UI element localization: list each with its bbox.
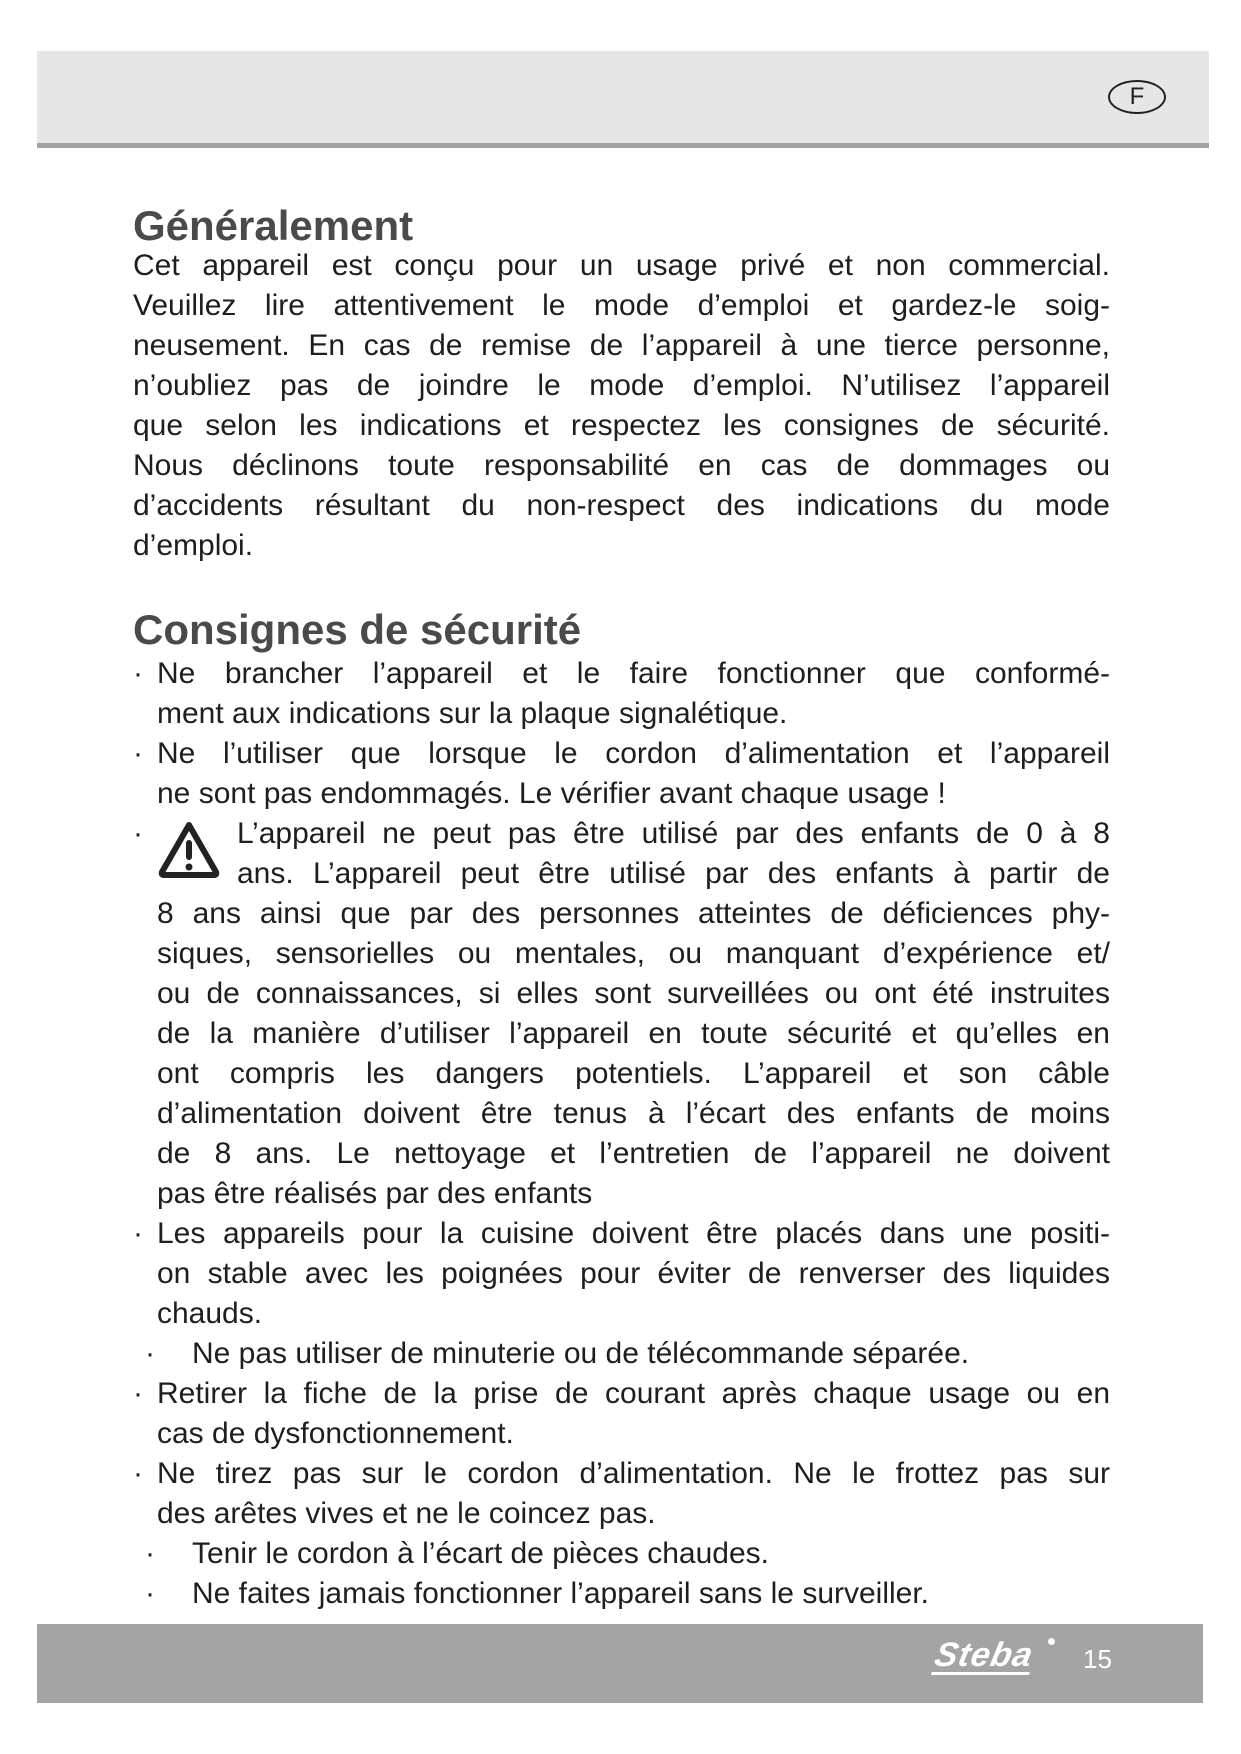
text-line: L’appareil ne peut pas être utilisé par des enfants de 0 à 8 bbox=[237, 817, 1110, 850]
list-item bbox=[133, 1334, 1110, 1374]
text-line: d’emploi. bbox=[133, 529, 254, 562]
list-item bbox=[133, 1214, 1110, 1334]
text-line: Les appareils pour la cuisine doivent être placés dans une positi- bbox=[157, 1217, 1110, 1250]
text-line: ont compris les dangers potentiels. L’appareil et son câble bbox=[157, 1057, 1110, 1090]
language-badge: F bbox=[1108, 80, 1166, 114]
list-item bbox=[133, 1534, 1110, 1574]
text-line: Ne brancher l’appareil et le faire fonctionner que conformé- bbox=[157, 657, 1110, 690]
text-line: de 8 ans. Le nettoyage et l’entretien de l’appareil ne doivent bbox=[157, 1137, 1110, 1170]
text-line: des arêtes vives et ne le coincez pas. bbox=[157, 1497, 656, 1530]
warning-icon bbox=[157, 820, 221, 880]
text-line: pas être réalisés par des enfants bbox=[157, 1177, 593, 1210]
section-title-general: Généralement bbox=[133, 202, 414, 249]
list-item bbox=[133, 1374, 1110, 1454]
list-item bbox=[133, 814, 1110, 1214]
logo-registered-dot bbox=[1048, 1638, 1055, 1645]
text-line: Ne faites jamais fonctionner l’appareil sans le surveiller. bbox=[192, 1577, 930, 1610]
steba-logo: Steba bbox=[931, 1636, 1037, 1674]
text-line: Ne tirez pas sur le cordon d’alimentation. Ne le frottez pas sur bbox=[157, 1457, 1110, 1490]
text-line: 8 ans ainsi que par des personnes atteintes de déficiences phy- bbox=[157, 897, 1110, 930]
text-line: on stable avec les poignées pour éviter de renverser des liquides bbox=[157, 1257, 1110, 1290]
bullet-dot: · bbox=[133, 737, 143, 770]
bullet-dot: · bbox=[133, 657, 143, 690]
text-line: d’alimentation doivent être tenus à l’écart des enfants de moins bbox=[157, 1097, 1110, 1130]
text-line: cas de dysfonctionnement. bbox=[157, 1417, 514, 1450]
text-line: ne sont pas endommagés. Le vérifier avant chaque usage ! bbox=[157, 777, 946, 810]
bullet-dot: · bbox=[133, 1217, 143, 1250]
bullet-dot: · bbox=[133, 1457, 143, 1490]
list-item bbox=[133, 1574, 1110, 1614]
bullet-dot: · bbox=[145, 1577, 155, 1610]
page-header bbox=[37, 51, 1209, 143]
text-line: Nous déclinons toute responsabilité en cas de dommages ou bbox=[133, 449, 1110, 482]
text-line: ment aux indications sur la plaque signalétique. bbox=[157, 697, 788, 730]
section-title-safety: Consignes de sécurité bbox=[133, 606, 582, 653]
page-content bbox=[133, 202, 1110, 1614]
text-line: Ne l’utiliser que lorsque le cordon d’alimentation et l’appareil bbox=[157, 737, 1110, 770]
list-item bbox=[133, 734, 1110, 814]
general-paragraph bbox=[133, 246, 1110, 566]
list-item bbox=[133, 654, 1110, 734]
text-line: n’oubliez pas de joindre le mode d’emploi. N’utilisez l’appareil bbox=[133, 369, 1110, 402]
text-line: ans. L’appareil peut être utilisé par des enfants à partir de bbox=[237, 857, 1110, 890]
text-line: Cet appareil est conçu pour un usage privé et non commercial. bbox=[133, 249, 1110, 282]
text-line: chauds. bbox=[157, 1297, 263, 1330]
safety-list bbox=[133, 654, 1110, 1614]
bullet-dot: · bbox=[133, 1377, 143, 1410]
bullet-dot: · bbox=[145, 1537, 155, 1570]
text-line: siques, sensorielles ou mentales, ou manquant d’expérience et/ bbox=[157, 937, 1110, 970]
page-number: 15 bbox=[1083, 1644, 1112, 1674]
text-line: neusement. En cas de remise de l’appareil à une tierce personne, bbox=[133, 329, 1110, 362]
text-line: Tenir le cordon à l’écart de pièces chaudes. bbox=[192, 1537, 770, 1570]
text-line: ou de connaissances, si elles sont surveillées ou ont été instruites bbox=[157, 977, 1110, 1010]
text-line: que selon les indications et respectez les consignes de sécurité. bbox=[133, 409, 1110, 442]
text-line: Retirer la fiche de la prise de courant après chaque usage ou en bbox=[157, 1377, 1110, 1410]
text-line: Veuillez lire attentivement le mode d’emploi et gardez-le soig- bbox=[133, 289, 1110, 322]
bullet-dot: · bbox=[145, 1337, 155, 1370]
text-line: d’accidents résultant du non-respect des indications du mode bbox=[133, 489, 1110, 522]
header-rule bbox=[37, 143, 1209, 148]
text-line: de la manière d’utiliser l’appareil en toute sécurité et qu’elles en bbox=[157, 1017, 1110, 1050]
text-line: Ne pas utiliser de minuterie ou de télécommande séparée. bbox=[192, 1337, 970, 1370]
list-item bbox=[133, 1454, 1110, 1534]
bullet-dot: · bbox=[133, 817, 143, 850]
page-footer bbox=[37, 1624, 1203, 1703]
